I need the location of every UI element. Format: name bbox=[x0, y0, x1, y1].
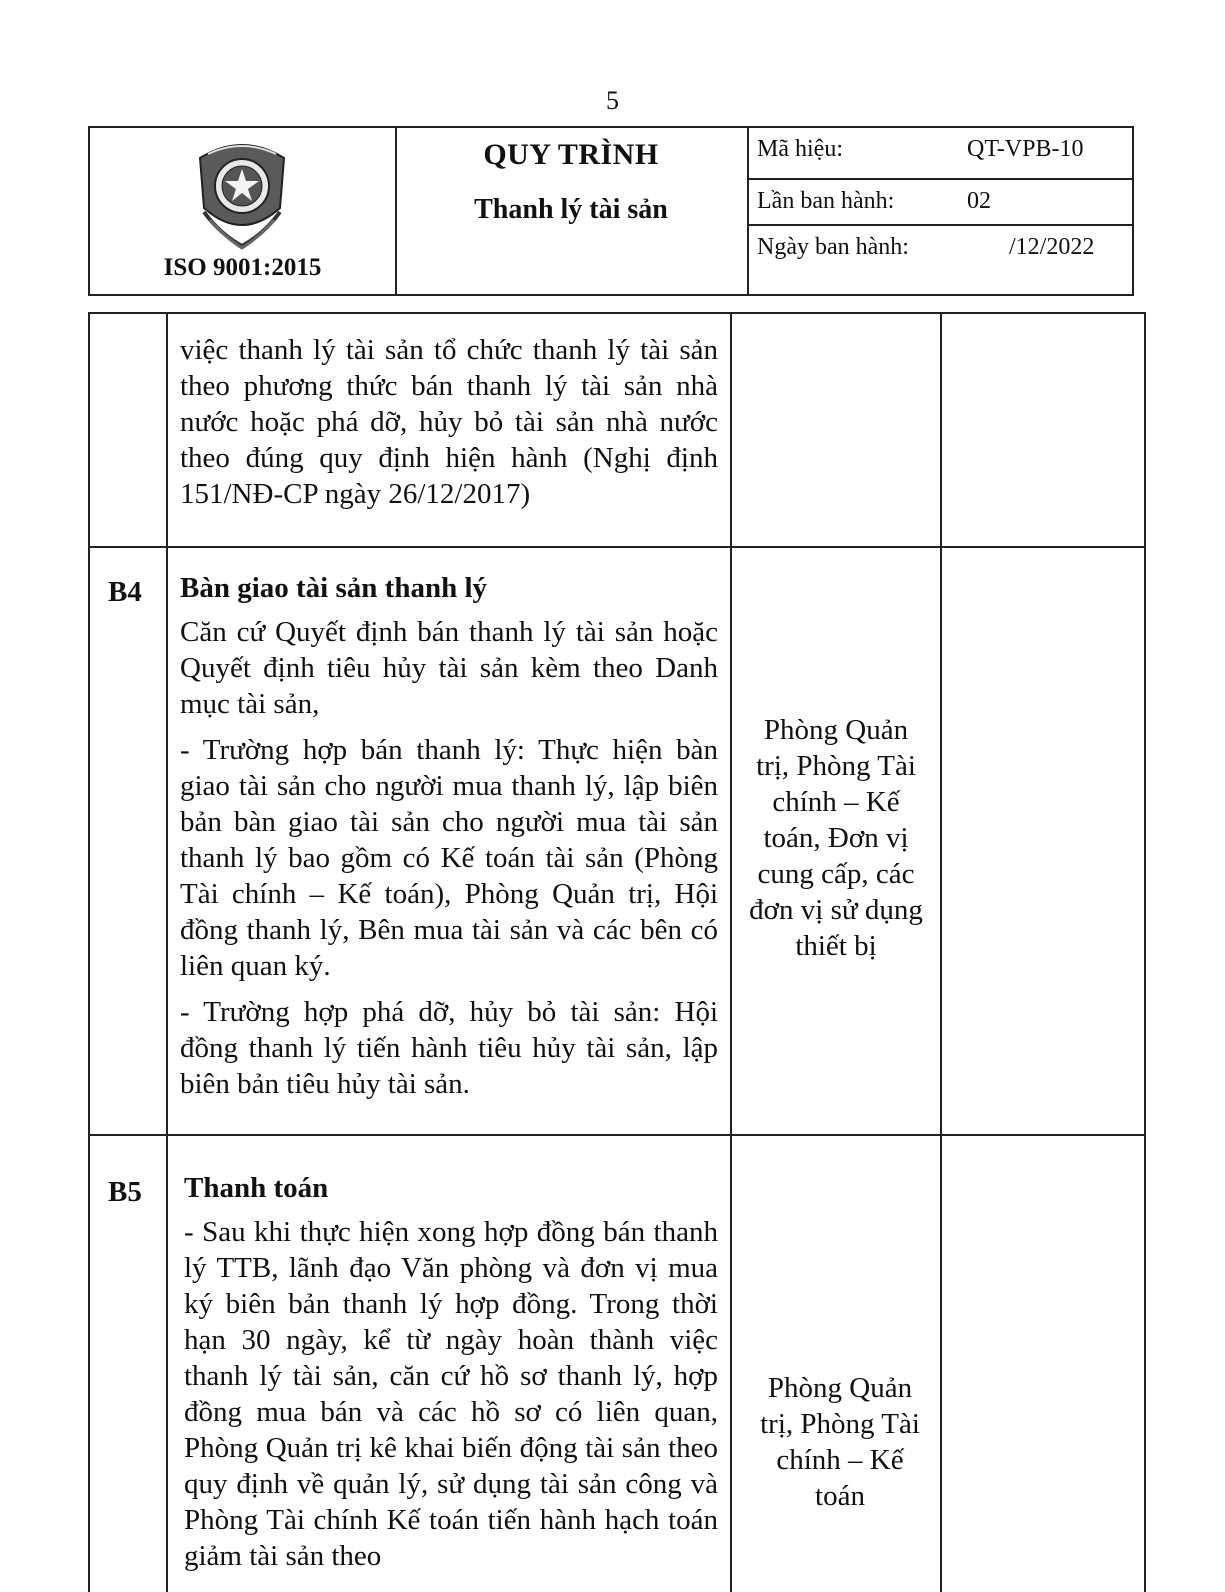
code-value: QT-VPB-10 bbox=[967, 136, 1084, 162]
procedure-table bbox=[88, 312, 1146, 1592]
step-title: Thanh toán bbox=[184, 1172, 329, 1204]
date-row bbox=[747, 226, 1132, 292]
paragraph: - Trường hợp phá dỡ, hủy bỏ tài sản: Hội đồng thanh lý tiến hành tiêu hủy tài sản, lập biên bản tiêu hủy tài sản. bbox=[180, 996, 718, 1100]
row-continuation-description bbox=[180, 332, 718, 522]
step-code-b4: B4 bbox=[108, 576, 142, 608]
paragraph: - Trường hợp bán thanh lý: Thực hiện bàn giao tài sản cho người mua thanh lý, lập biên bản bàn giao tài sản cho người mua tài sản thanh lý bao gồm có Kế toán tài sản (Phòng Tài chính – Kế toán), Phòng Quản trị, Hội đồng thanh lý, Bên mua tài sản và các bên có liên quan ký. bbox=[180, 734, 718, 982]
paragraph: việc thanh lý tài sản tổ chức thanh lý tài sản theo phương thức bán thanh lý tài sản nhà nước hoặc phá dỡ, hủy bỏ tài sản nhà nước theo đúng quy định hiện hành (Nghị định 151/NĐ-CP ngày 26/12/2017) bbox=[180, 334, 718, 510]
page-number: 5 bbox=[606, 86, 619, 115]
code-label: Mã hiệu: bbox=[757, 136, 843, 162]
edition-label: Lần ban hành: bbox=[757, 188, 895, 214]
code-row bbox=[747, 128, 1132, 180]
row-divider-1 bbox=[88, 546, 1146, 548]
table-border-left bbox=[88, 312, 90, 1592]
row-divider-2 bbox=[88, 1134, 1146, 1136]
column-divider-3 bbox=[940, 312, 942, 1592]
police-emblem-icon bbox=[190, 138, 294, 254]
column-divider-2 bbox=[730, 312, 732, 1592]
edition-row bbox=[747, 180, 1132, 226]
table-border-right bbox=[1144, 312, 1146, 1592]
step-title: Bàn giao tài sản thanh lý bbox=[180, 572, 488, 604]
column-divider-1 bbox=[166, 312, 168, 1592]
paragraph: Căn cứ Quyết định bán thanh lý tài sản hoặc Quyết định tiêu hủy tài sản kèm theo Danh mục tài sản, bbox=[180, 616, 718, 720]
document-type: QUY TRÌNH bbox=[483, 138, 659, 171]
logo-cell bbox=[90, 128, 397, 294]
edition-value: 02 bbox=[967, 188, 991, 214]
step-b4-description bbox=[180, 570, 718, 1112]
document-title: Thanh lý tài sản bbox=[474, 194, 668, 225]
date-label: Ngày ban hành: bbox=[757, 234, 909, 260]
step-b5-responsible: Phòng Quản trị, Phòng Tài chính – Kế toán bbox=[760, 1372, 920, 1512]
table-border-top bbox=[88, 312, 1146, 314]
date-value: /12/2022 bbox=[1009, 234, 1095, 260]
paragraph: - Sau khi thực hiện xong hợp đồng bán thanh lý TTB, lãnh đạo Văn phòng và đơn vị mua ký biên bản thanh lý hợp đồng. Trong thời hạn 30 ngày, kể từ ngày hoàn thành việc thanh lý tài sản, căn cứ hồ sơ thanh lý, hợp đồng mua bán và các hồ sơ có liên quan, Phòng Quản trị kê khai biến động tài sản theo quy định về quản lý, sử dụng tài sản công và Phòng Tài chính Kế toán tiến hành hạch toán giảm tài sản theo bbox=[184, 1216, 718, 1572]
document-header bbox=[88, 126, 1134, 296]
title-cell bbox=[395, 128, 749, 294]
step-b4-responsible: Phòng Quản trị, Phòng Tài chính – Kế toán, Đơn vị cung cấp, các đơn vị sử dụng thiết bị bbox=[749, 714, 923, 962]
step-code-b5: B5 bbox=[108, 1176, 142, 1208]
meta-cell bbox=[747, 128, 1132, 294]
step-b5-description bbox=[184, 1170, 718, 1584]
iso-label: ISO 9001:2015 bbox=[163, 254, 322, 281]
